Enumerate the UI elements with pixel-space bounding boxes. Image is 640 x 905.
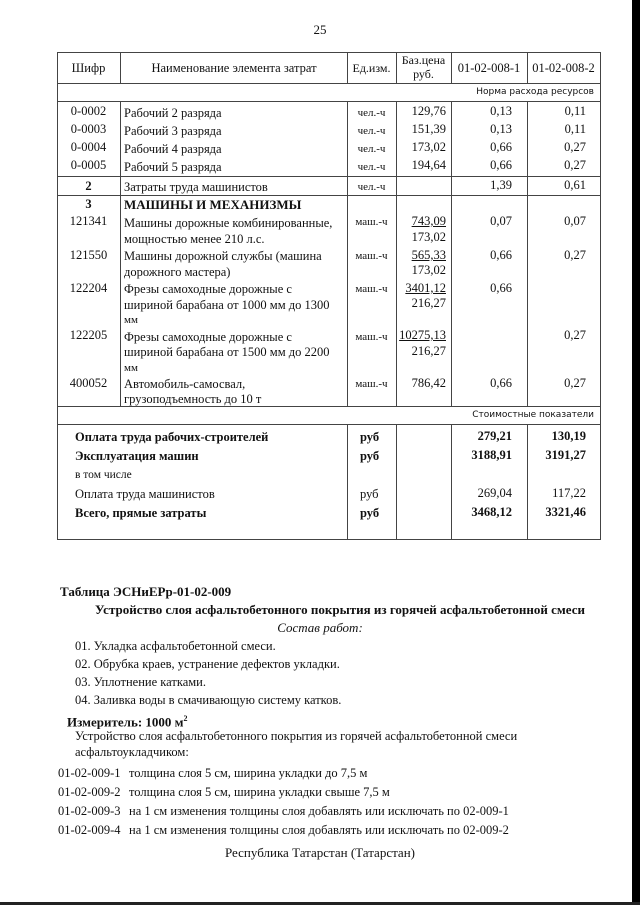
scan-edge-band (632, 0, 640, 905)
works-heading: Состав работ: (277, 620, 363, 635)
page-footer: Республика Татарстан (Татарстан) (225, 845, 415, 860)
meter-label: Измеритель: 1000 $м^2$ (67, 714, 188, 730)
work-item: 01. Укладка асфальтобетонной смеси. (75, 639, 276, 653)
section-title: МАШИНЫ И МЕХАНИЗМЫ (124, 197, 302, 212)
description-line1: Устройство слоя асфальтобетонного покрытия из горячей асфальтобетонной смеси (75, 729, 518, 743)
section-title: Устройство слоя асфальтобетонного покрытия из горячей асфальтобетонной смеси (95, 602, 585, 617)
header-price-line2: руб. (413, 67, 434, 81)
page-number: 25 (313, 22, 327, 37)
work-item: 04. Заливка воды в смачивающую систему катков. (75, 693, 342, 707)
description-line2: асфальтоукладчиком: (75, 745, 189, 759)
work-item: 02. Обрубка краев, устранение дефектов укладки. (75, 657, 340, 671)
header-unit: Ед.изм. (352, 61, 391, 75)
work-item: 03. Уплотнение катками. (75, 675, 206, 689)
header-name: Наименование элемента затрат (151, 61, 317, 75)
header-col2: 01-02-008-2 (532, 61, 595, 75)
header-price-line1: Баз.цена (401, 53, 446, 67)
header-code: Шифр (71, 61, 106, 75)
norm-caption: Норма расхода ресурсов (476, 87, 594, 97)
header-col1: 01-02-008-1 (457, 61, 521, 75)
section-code: 3 (85, 197, 92, 211)
cost-caption: Стоимостные показатели (472, 410, 594, 420)
table-label: Таблица ЭСНиЕРр-01-02-009 (60, 584, 232, 599)
